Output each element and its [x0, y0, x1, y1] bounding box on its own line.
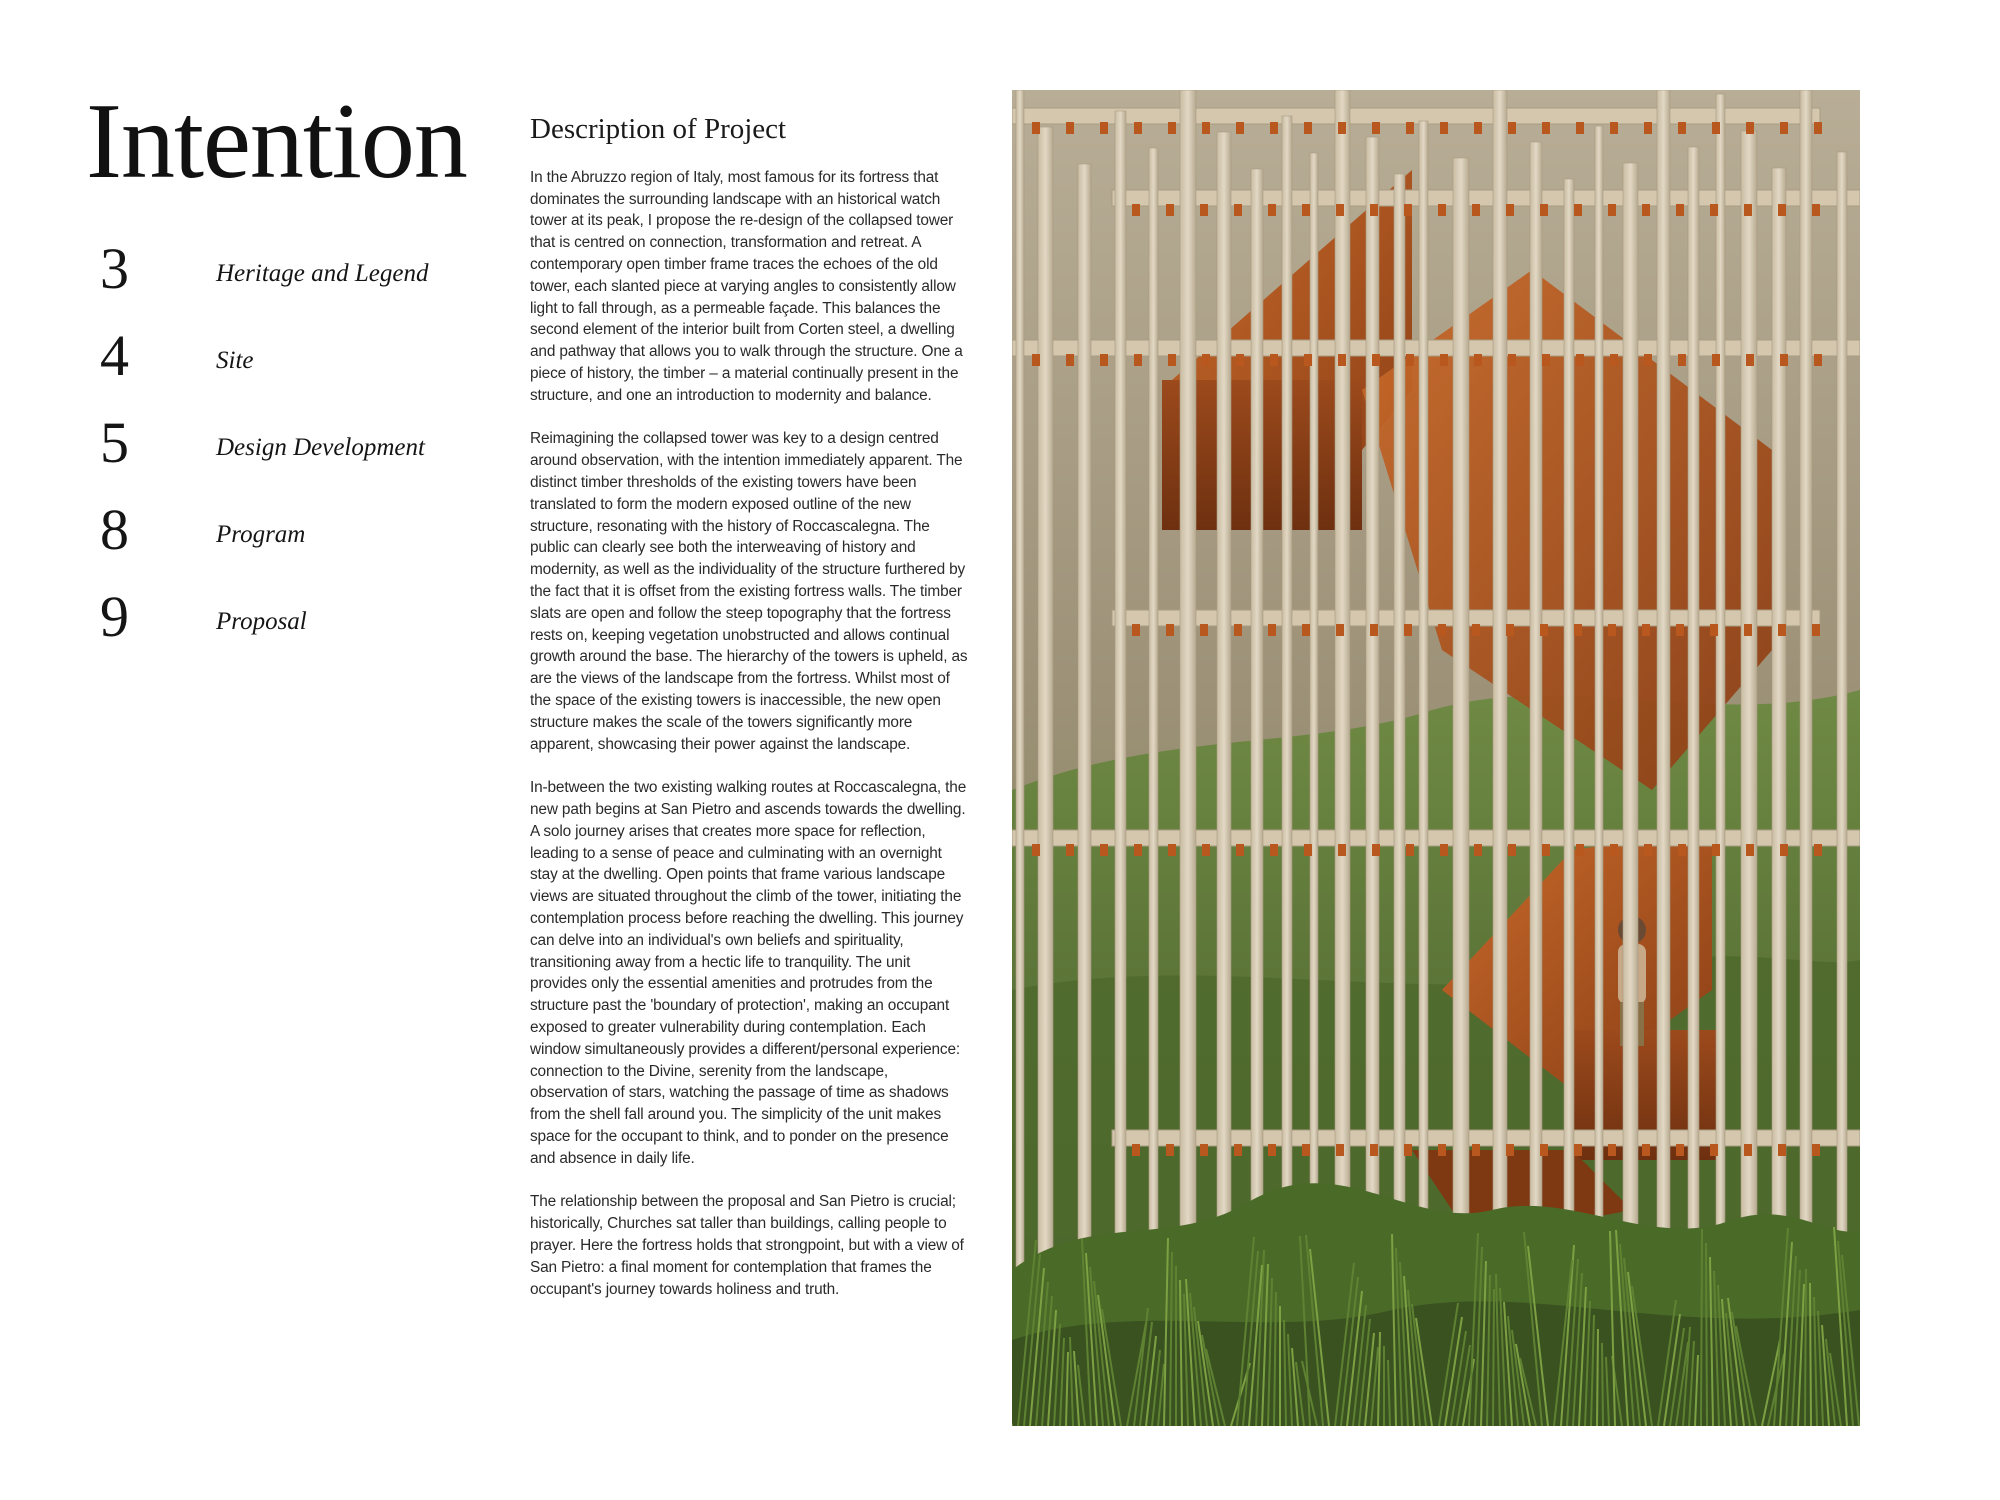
corten-bracket — [1236, 122, 1244, 134]
corten-bracket — [1234, 624, 1242, 636]
description-paragraph: In the Abruzzo region of Italy, most famous for its fortress that dominates the surrounding landscape with an historical watch tower at its peak, I propose the re-design of the collapsed tower that is centred on connection, transformation and retreat. A contemporary open timber frame traces the echoes of the old tower, each slanted piece at varying angles to consistently allow light to fall through, as a permeable façade. This balances the second element of the interior built from Corten steel, a dwelling and pathway that allows you to walk through the structure. One a piece of history, the timber – a material continually present in the structure, and one an introduction to modernity and balance. — [530, 168, 963, 404]
corten-bracket — [1474, 122, 1482, 134]
corten-bracket — [1474, 844, 1482, 856]
corten-bracket — [1608, 204, 1616, 216]
corten-bracket — [1780, 122, 1788, 134]
timber-slat — [1688, 147, 1699, 1393]
corten-bracket — [1134, 354, 1142, 366]
corten-bracket — [1302, 1144, 1310, 1156]
corten-bracket — [1814, 844, 1822, 856]
corten-bracket — [1746, 354, 1754, 366]
corten-bracket — [1678, 122, 1686, 134]
corten-bracket — [1032, 844, 1040, 856]
description-paragraph: The relationship between the proposal and San Pietro is crucial; historically, Churches sat taller than buildings, calling people to prayer. Here the fortress holds that strongpoint, but with a view of San Pietro: a final moment for contemplation that frames the occupant's journey towards holiness and truth. — [530, 1193, 964, 1298]
grass-blade — [1493, 1289, 1494, 1426]
corten-bracket — [1676, 1144, 1684, 1156]
corten-bracket — [1336, 624, 1344, 636]
corten-bracket — [1610, 122, 1618, 134]
contents-label: Program — [216, 521, 306, 548]
contents-page-number: 8 — [100, 497, 129, 562]
corten-bracket — [1200, 204, 1208, 216]
corten-bracket — [1338, 844, 1346, 856]
timber-slat — [1741, 131, 1757, 1287]
timber-slat — [1078, 164, 1091, 1320]
corten-bracket — [1542, 354, 1550, 366]
corten-bracket — [1542, 122, 1550, 134]
corten-bracket — [1644, 122, 1652, 134]
corten-bracket — [1576, 122, 1584, 134]
corten-bracket — [1302, 204, 1310, 216]
corten-bracket — [1710, 1144, 1718, 1156]
contents-item-proposal[interactable] — [100, 584, 480, 675]
corten-bracket — [1506, 204, 1514, 216]
timber-slat — [1530, 142, 1542, 1298]
corten-bracket — [1100, 844, 1108, 856]
corten-bracket — [1712, 844, 1720, 856]
corten-bracket — [1270, 122, 1278, 134]
project-description — [530, 114, 970, 1322]
corten-bracket — [1066, 354, 1074, 366]
corten-bracket — [1812, 1144, 1820, 1156]
timber-slat — [1493, 90, 1507, 1351]
corten-bracket — [1574, 1144, 1582, 1156]
corten-bracket — [1744, 624, 1752, 636]
timber-slat — [1149, 148, 1158, 1394]
timber-slat — [1657, 90, 1670, 1266]
corten-bracket — [1644, 354, 1652, 366]
contents-page-number: 9 — [100, 584, 129, 649]
corten-bracket — [1812, 204, 1820, 216]
corten-bracket — [1778, 204, 1786, 216]
contents-label: Design Development — [216, 434, 425, 461]
corten-bracket — [1508, 354, 1516, 366]
contents-label: Proposal — [216, 608, 307, 635]
corten-bracket — [1610, 354, 1618, 366]
corten-bracket — [1270, 354, 1278, 366]
corten-bracket — [1610, 844, 1618, 856]
corten-bracket — [1338, 122, 1346, 134]
corten-bracket — [1438, 1144, 1446, 1156]
corten-bracket — [1234, 1144, 1242, 1156]
corten-bracket — [1032, 122, 1040, 134]
grass-blade — [1597, 1329, 1598, 1426]
corten-bracket — [1744, 204, 1752, 216]
corten-bracket — [1268, 624, 1276, 636]
corten-bracket — [1438, 624, 1446, 636]
corten-bracket — [1302, 624, 1310, 636]
timber-slat — [1180, 90, 1196, 1341]
corten-bracket — [1304, 844, 1312, 856]
corten-bracket — [1066, 844, 1074, 856]
timber-slat — [1837, 152, 1847, 1308]
corten-bracket — [1166, 1144, 1174, 1156]
corten-bracket — [1440, 354, 1448, 366]
corten-bracket — [1338, 354, 1346, 366]
corten-bracket — [1712, 354, 1720, 366]
tower-rendering-image — [1012, 90, 1860, 1426]
contents-page-number: 5 — [100, 410, 129, 475]
corten-bracket — [1066, 122, 1074, 134]
corten-bracket — [1236, 844, 1244, 856]
timber-slat — [1016, 90, 1024, 1426]
grass-blade — [1602, 1343, 1603, 1426]
corten-bracket — [1168, 354, 1176, 366]
corten-bracket — [1780, 844, 1788, 856]
corten-bracket — [1100, 122, 1108, 134]
corten-bracket — [1474, 354, 1482, 366]
corten-bracket — [1644, 844, 1652, 856]
corten-bracket — [1540, 624, 1548, 636]
corten-bracket — [1304, 122, 1312, 134]
timber-slat — [1394, 174, 1405, 1330]
contents-item-design-development[interactable] — [100, 410, 480, 501]
grass-blade — [1701, 1229, 1702, 1426]
section-heading: Description of Project — [530, 113, 787, 145]
timber-slat — [1038, 127, 1053, 1373]
corten-bracket — [1236, 354, 1244, 366]
corten-bracket — [1678, 354, 1686, 366]
contents-page-number: 4 — [100, 323, 129, 388]
timber-beam — [1012, 340, 1860, 356]
corten-bracket — [1404, 1144, 1412, 1156]
corten-bracket — [1202, 122, 1210, 134]
contents-item-heritage[interactable] — [100, 236, 480, 327]
timber-beam — [1012, 108, 1820, 124]
corten-bracket — [1134, 844, 1142, 856]
table-of-contents — [100, 236, 480, 675]
corten-bracket — [1200, 1144, 1208, 1156]
corten-bracket — [1336, 1144, 1344, 1156]
corten-bracket — [1132, 204, 1140, 216]
timber-slat — [1310, 153, 1318, 1309]
timber-slat — [1335, 90, 1350, 1256]
corten-bracket — [1576, 844, 1584, 856]
corten-bracket — [1540, 1144, 1548, 1156]
corten-bracket — [1472, 204, 1480, 216]
corten-bracket — [1270, 844, 1278, 856]
corten-bracket — [1746, 844, 1754, 856]
timber-slat — [1217, 132, 1231, 1288]
corten-bracket — [1814, 122, 1822, 134]
grass-blade — [1805, 1269, 1806, 1426]
corten-bracket — [1574, 624, 1582, 636]
contents-item-program[interactable] — [100, 497, 480, 588]
tower-rendering-illustration — [1012, 90, 1860, 1426]
corten-bracket — [1508, 844, 1516, 856]
corten-bracket — [1202, 354, 1210, 366]
corten-bracket — [1100, 354, 1108, 366]
corten-bracket — [1234, 204, 1242, 216]
description-paragraph: In-between the two existing walking routes at Roccascalegna, the new path begins at San Pietro and ascends towards the dwelling. A solo journey arises that creates more space for reflection, leading to a sense of peace and culminating with an overnight stay at the dwelling. Open points that frame various landscape views are situated throughout the climb of the tower, initiating the contemplation process before reaching the dwelling. This journey can delve into an individual's own beliefs and spirituality, transitioning away from a hectic life to tranquility. The unit provides only the essential amenities and protrudes from the structure past the 'boundary of protection', making an occupant exposed to greater vulnerability during contemplation. Each window simultaneously provides a different/personal experience: connection to the Divine, serenity from the landscape, observation of stars, watching the passage of time as shadows from the shell fall around you. The simplicity of the unit makes space for the occupant to think, and to ponder on the presence and absence in daily life. — [530, 779, 967, 1167]
corten-bracket — [1404, 624, 1412, 636]
corten-bracket — [1642, 204, 1650, 216]
corten-bracket — [1166, 624, 1174, 636]
contents-page-number: 3 — [100, 236, 129, 301]
corten-bracket — [1372, 844, 1380, 856]
timber-slat — [1800, 90, 1812, 1361]
corten-bracket — [1032, 354, 1040, 366]
page-title: Intention — [86, 82, 467, 201]
corten-bracket — [1642, 624, 1650, 636]
corten-bracket — [1404, 204, 1412, 216]
corten-bracket — [1372, 354, 1380, 366]
corten-bracket — [1406, 354, 1414, 366]
corten-bracket — [1304, 354, 1312, 366]
corten-bracket — [1778, 1144, 1786, 1156]
corten-bracket — [1406, 844, 1414, 856]
corten-bracket — [1676, 624, 1684, 636]
corten-bracket — [1166, 204, 1174, 216]
corten-bracket — [1540, 204, 1548, 216]
corten-bracket — [1710, 624, 1718, 636]
grass-blade — [1810, 1283, 1811, 1426]
description-paragraph: Reimagining the collapsed tower was key to a design centred around observation, with the intention immediately apparent. The distinct timber thresholds of the existing towers have been translated to form the modern exposed outline of the new structure, resonating with the history of Roccascalegna. The public can clearly see both the interweaving of history and modernity, as well as the individuality of the structure furthered by the fact that it is offset from the existing fortress walls. The timber slats are open and follow the steep topography that the fortress rests on, keeping vegetation unobstructed and allows continual growth around the base. The hierarchy of the towers is upheld, as are the views of the landscape from the fortress. Whilst most of the space of the existing towers is inaccessible, the new open structure makes the scale of the towers significantly more apparent, showcasing their power against the landscape. — [530, 430, 968, 753]
timber-slat — [1282, 116, 1292, 1362]
corten-bracket — [1608, 1144, 1616, 1156]
corten-bracket — [1506, 624, 1514, 636]
corten-bracket — [1440, 844, 1448, 856]
corten-bracket — [1132, 1144, 1140, 1156]
corten-bracket — [1370, 1144, 1378, 1156]
corten-bracket — [1574, 204, 1582, 216]
contents-item-site[interactable] — [100, 323, 480, 414]
corten-bracket — [1710, 204, 1718, 216]
corten-bracket — [1268, 204, 1276, 216]
corten-bracket — [1268, 1144, 1276, 1156]
corten-bracket — [1370, 624, 1378, 636]
timber-slat — [1115, 111, 1126, 1267]
timber-slat — [1419, 121, 1428, 1277]
corten-bracket — [1576, 354, 1584, 366]
corten-bracket — [1134, 122, 1142, 134]
corten-bracket — [1200, 624, 1208, 636]
corten-bracket — [1372, 122, 1380, 134]
corten-bracket — [1642, 1144, 1650, 1156]
corten-bracket — [1780, 354, 1788, 366]
corten-bracket — [1746, 122, 1754, 134]
corten-bracket — [1778, 624, 1786, 636]
corten-bracket — [1472, 624, 1480, 636]
corten-bracket — [1472, 1144, 1480, 1156]
corten-bracket — [1132, 624, 1140, 636]
corten-bracket — [1678, 844, 1686, 856]
corten-bracket — [1676, 204, 1684, 216]
corten-bracket — [1370, 204, 1378, 216]
corten-bracket — [1168, 844, 1176, 856]
timber-slat — [1595, 126, 1603, 1372]
corten-bracket — [1438, 204, 1446, 216]
corten-bracket — [1812, 624, 1820, 636]
corten-bracket — [1202, 844, 1210, 856]
timber-beam — [1012, 830, 1860, 846]
corten-bracket — [1608, 624, 1616, 636]
corten-bracket — [1440, 122, 1448, 134]
timber-slat — [1623, 163, 1638, 1319]
corten-bracket — [1712, 122, 1720, 134]
corten-bracket — [1336, 204, 1344, 216]
corten-bracket — [1406, 122, 1414, 134]
contents-label: Site — [216, 347, 254, 374]
corten-bracket — [1168, 122, 1176, 134]
corten-bracket — [1744, 1144, 1752, 1156]
corten-bracket — [1506, 1144, 1514, 1156]
corten-bracket — [1542, 844, 1550, 856]
contents-label: Heritage and Legend — [216, 260, 429, 287]
grass-blade — [1706, 1243, 1707, 1426]
corten-bracket — [1814, 354, 1822, 366]
corten-bracket — [1508, 122, 1516, 134]
